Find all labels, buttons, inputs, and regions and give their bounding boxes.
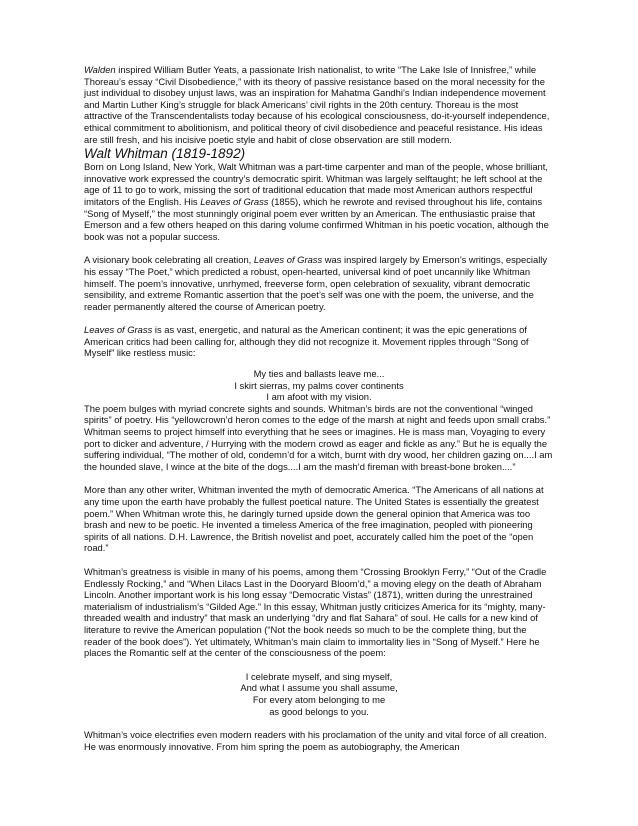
greatness-paragraph: Whitman’s greatness is visible in many of his poems, among them “Crossing Brooklyn Ferry,” “Out of the Cradle Endlessly Rocking,” and “When Lilacs Last in the Dooryard Bloom’d,” a moving elegy on the death of Abraham Lincoln. Another important work is his long essay “Democratic Vistas” (1871), written during the unrestrained materialism of industrialism’s “Gilded Age.” In this essay, Whitman justly criticizes America for its “mighty, many-threaded wealth and industry” that mask an underlying “dry and flat Sahara” of soul. He calls for a new kind of literature to revive the American population (“Not the book needs so much to be the complete thing, but the reader of the book does”). Yet ultimately, Whitman’s main claim to immortality lies in “Song of Myself.” Here he places the Romantic self at the center of the consciousness of the poem: bbox=[84, 565, 547, 659]
verse-line: I celebrate myself, and sing myself, bbox=[245, 670, 393, 682]
visionary-paragraph bbox=[84, 254, 554, 312]
verse-line: And what I assume you shall assume, bbox=[240, 682, 398, 694]
biography-text-1: Born on Long Island, New York, Walt Whitman was a part-time carpenter and man of the people, whose brilliant, innovative work expressed the country’s democratic spirit. Whitman was largely selftaught; he left school at the age of 11 to go to work, missing the sort of traditional education that made most American authors respectful imitators of the English. His bbox=[84, 161, 548, 207]
document-page bbox=[84, 64, 554, 752]
verse-line: For every atom belonging to me bbox=[252, 693, 386, 705]
intro-paragraph bbox=[84, 64, 554, 145]
visionary-text-1: A visionary book celebrating all creation, bbox=[84, 254, 254, 266]
myth-paragraph: More than any other writer, Whitman invented the myth of democratic America. “The Americans of all nations at any time upon the earth have probably the fullest poetical nature. The United States is essentially the greatest poem.” When Whitman wrote this, he daringly turned upside down the general opinion that America was too brash and new to be poetic. He invented a timeless America of the free imagination, peopled with pioneering spirits of all nations. D.H. Lawrence, the British novelist and poet, accurately called him the poet of the “open road.” bbox=[84, 484, 544, 554]
leaves-of-grass-title: Leaves of Grass bbox=[253, 254, 323, 266]
visionary-text-2: was inspired largely by Emerson’s writings, especially his essay “The Poet,” which predicted a robust, open-hearted, universal kind of poet uncannily like Whitman himself. The poem’s innovative, unrhymed, freeverse form, open celebration of sexuality, vibrant democratic sensibility, and extreme Romantic assertion that the poet’s self was one with the poem, the universe, and the reader permanently altered the course of American poetry. bbox=[84, 254, 548, 312]
verse-quote-2 bbox=[84, 671, 554, 717]
verse-line: as good belongs to you. bbox=[269, 705, 369, 717]
vast-text: is as vast, energetic, and natural as the American continent; it was the epic generations of American critics had been calling for, although they did not recognize it. Movement ripples through “Song of Myself” like restless music: bbox=[84, 324, 529, 359]
voice-paragraph: Whitman’s voice electrifies even modern readers with his proclamation of the unity and vital force of all creation. He was enormously innovative. From him spring the poem as autobiography, the American bbox=[84, 729, 547, 752]
verse-line: My ties and ballasts leave me... bbox=[253, 368, 385, 380]
verse-line: I skirt sierras, my palms cover continents bbox=[234, 379, 404, 391]
bulges-paragraph: The poem bulges with myriad concrete sights and sounds. Whitman’s birds are not the conventional “winged spirits” of poetry. His “yellowcrown’d heron comes to the edge of the marsh at night and feeds upon small crabs.” Whitman seems to project himself into everything that he sees or imagines. He is mass man, Voyaging to every port to dicker and adventure, / Hurrying with the modern crowd as eager and fickle as any.” But he is equally the suffering individual, “The mother of old, condemn’d for a witch, burnt with dry wood, her children gazing on....I am the hounded slave, I wince at the bite of the dogs....I am the mash’d fireman with breast-bone broken....” bbox=[84, 402, 553, 472]
verse-line: I am afoot with my vision. bbox=[266, 391, 372, 403]
section-heading: Walt Whitman (1819-1892) bbox=[84, 146, 246, 162]
biography-text-2: (1855), which he rewrote and revised throughout his life, contains “Song of Myself,” the most stunningly original poem ever written by an American. The enthusiastic praise that Emerson and a few others heaped on this daring volume confirmed Whitman in his poetic vocation, although the book was not a popular success. bbox=[84, 195, 549, 242]
vast-paragraph bbox=[84, 324, 554, 359]
intro-text: inspired William Butler Yeats, a passionate Irish nationalist, to write “The Lake Isle of Innisfree,” while Thoreau’s essay “Civil Disobedience,” with its theory of passive resistance based on the moral necessity for the just individual to disobey unjust laws, was an inspiration for Mahatma Gandhi’s Indian independence movement and Martin Luther King’s struggle for black Americans’ civil rights in the 20th century. Thoreau is the most attractive of the Transcendentalists today because of his ecological consciousness, do-it-yourself independence, ethical commitment to abolitionism, and political theory of civil disobedience and peaceful resistance. His ideas are still fresh, and his incisive poetic style and habit of close observation are still modern. bbox=[84, 64, 550, 145]
biography-paragraph bbox=[84, 161, 554, 242]
verse-quote-1 bbox=[84, 368, 554, 403]
leaves-of-grass-title: Leaves of Grass bbox=[84, 324, 153, 336]
leaves-of-grass-title: Leaves of Grass bbox=[200, 195, 269, 207]
walden-title: Walden bbox=[84, 64, 116, 75]
